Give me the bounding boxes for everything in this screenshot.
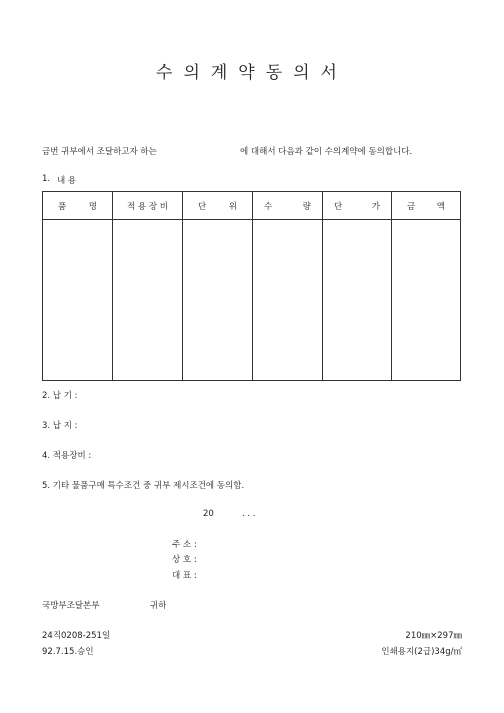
header-item-name: 품 명 bbox=[43, 192, 113, 220]
form-number: 24직0208-251일 bbox=[42, 631, 111, 641]
intro-text-after: 에 대해서 다음과 같이 수의계약에 동의합니다. bbox=[240, 147, 413, 157]
header-amount: 금 액 bbox=[392, 192, 461, 220]
recipient-org: 국방부조달본부 bbox=[42, 601, 100, 611]
header-unit-price: 단 가 bbox=[323, 192, 392, 220]
date-separators: . . . bbox=[242, 509, 256, 519]
section-1-number: 1. bbox=[42, 174, 51, 184]
table-cell[interactable] bbox=[392, 220, 461, 381]
table-cell[interactable] bbox=[183, 220, 253, 381]
table-cell[interactable] bbox=[253, 220, 323, 381]
table-cell[interactable] bbox=[43, 220, 113, 381]
signature-address: 주 소 : bbox=[172, 540, 197, 550]
paper-spec: 인쇄용지(2급)34g/㎡ bbox=[381, 647, 462, 657]
signature-company: 상 호 : bbox=[172, 555, 197, 565]
table-header-row bbox=[43, 192, 461, 220]
paper-size: 210㎜×297㎜ bbox=[405, 631, 462, 641]
recipient-suffix: 귀하 bbox=[150, 601, 167, 611]
item-delivery-place: 3. 납 지 : bbox=[42, 421, 78, 431]
header-equipment: 적 용 장 비 bbox=[113, 192, 183, 220]
approval-date: 92.7.15.승인 bbox=[42, 647, 94, 657]
table-cell[interactable] bbox=[323, 220, 392, 381]
table-cell[interactable] bbox=[113, 220, 183, 381]
items-table bbox=[42, 191, 461, 381]
item-equipment: 4. 적용장비 : bbox=[42, 451, 92, 461]
item-other-conditions: 5. 기타 물품구매 특수조건 중 귀부 제시조건에 동의함. bbox=[42, 481, 245, 491]
document-title: 수의계약동의서 bbox=[156, 63, 348, 83]
item-delivery-date: 2. 납 기 : bbox=[42, 391, 78, 401]
section-1-label: 내 용 bbox=[57, 176, 77, 186]
intro-text-before: 금번 귀부에서 조달하고자 하는 bbox=[42, 147, 157, 157]
header-unit: 단 위 bbox=[183, 192, 253, 220]
signature-representative: 대 표 : bbox=[172, 571, 197, 581]
date-year: 20 bbox=[203, 509, 214, 519]
header-quantity: 수 량 bbox=[253, 192, 323, 220]
table-body-row bbox=[43, 220, 461, 381]
